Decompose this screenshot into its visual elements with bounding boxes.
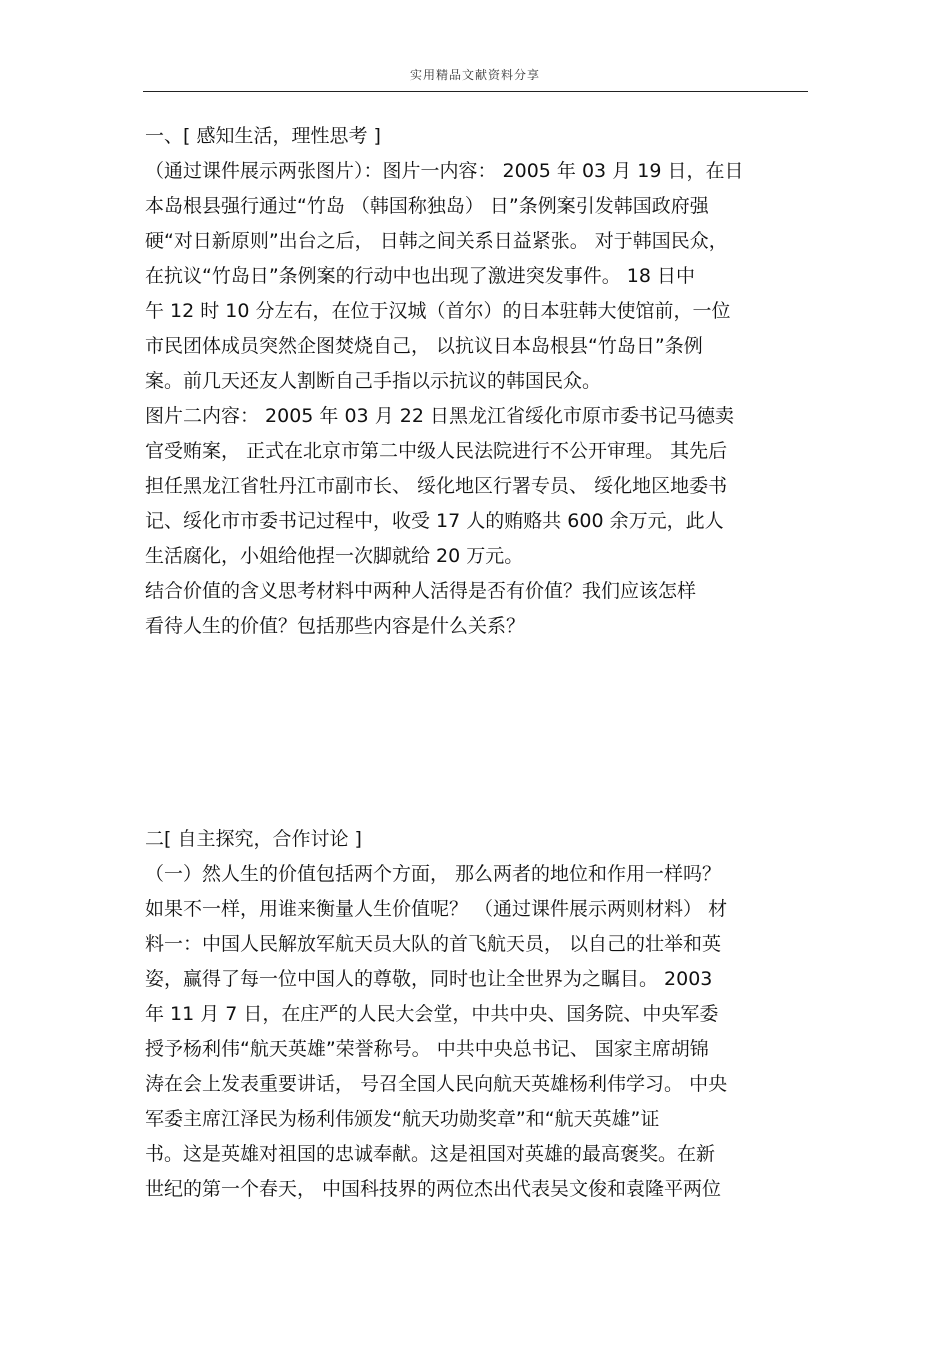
paragraph-line: 书。这是英雄对祖国的忠诚奉献。这是祖国对英雄的最高褒奖。在新 — [145, 1143, 716, 1165]
paragraph-line: （通过课件展示两张图片）：图片一内容： 2005 年 03 月 19 日，在日 — [145, 160, 744, 182]
section-perceive-life — [145, 119, 815, 644]
paragraph-line: 姿，赢得了每一位中国人的尊敬，同时也让全世界为之瞩目。 2003 — [145, 968, 713, 990]
paragraph-line: 午 12 时 10 分左右，在位于汉城（首尔）的日本驻韩大使馆前，一位 — [145, 300, 731, 322]
paragraph-line: 料一：中国人民解放军航天员大队的首飞航天员， 以自己的壮举和英 — [145, 933, 722, 955]
paragraph-line: 图片二内容： 2005 年 03 月 22 日黑龙江省绥化市原市委书记马德卖 — [145, 405, 734, 427]
paragraph-line: 硬“对日新原则”出台之后， 日韩之间关系日益紧张。 对于韩国民众， — [145, 230, 728, 252]
paragraph-line: 记、绥化市市委书记过程中，收受 17 人的贿赂共 600 余万元，此人 — [145, 510, 724, 532]
paragraph-line: 在抗议“竹岛日”条例案的行动中也出现了激进突发事件。 18 日中 — [145, 265, 695, 287]
paragraph-line: （一）然人生的价值包括两个方面， 那么两者的地位和作用一样吗？ — [145, 863, 722, 885]
paragraph-line: 案。前几天还友人割断自己手指以示抗议的韩国民众。 — [145, 370, 602, 392]
question-line: 看待人生的价值？包括那些内容是什么关系？ — [145, 615, 526, 637]
paragraph-line: 如果不一样，用谁来衡量人生价值呢？ （通过课件展示两则材料） 材 — [145, 898, 728, 920]
section-title: 一、[ 感知生活，理性思考 ] — [145, 125, 381, 147]
section-title: 二[ 自主探究，合作讨论 ] — [145, 828, 362, 850]
paragraph-line: 世纪的第一个春天， 中国科技界的两位杰出代表吴文俊和袁隆平两位 — [145, 1178, 722, 1200]
paragraph-line: 本岛根县强行通过“竹岛 （韩国称独岛） 日”条例案引发韩国政府强 — [145, 195, 709, 217]
section-self-inquiry — [145, 822, 815, 1207]
page-header: 实用精品文献资料分享 — [409, 68, 540, 82]
paragraph-line: 授予杨利伟“航天英雄”荣誉称号。 中共中央总书记、 国家主席胡锦 — [145, 1038, 709, 1060]
header-divider — [143, 91, 808, 92]
paragraph-line: 涛在会上发表重要讲话， 号召全国人民向航天英雄杨利伟学习。 中央 — [145, 1073, 728, 1095]
paragraph-line: 市民团体成员突然企图焚烧自己， 以抗议日本岛根县“竹岛日”条例 — [145, 335, 703, 357]
paragraph-line: 担任黑龙江省牡丹江市副市长、 绥化地区行署专员、 绥化地区地委书 — [145, 475, 728, 497]
paragraph-line: 年 11 月 7 日，在庄严的人民大会堂，中共中央、国务院、中央军委 — [145, 1003, 719, 1025]
paragraph-line: 官受贿案， 正式在北京市第二中级人民法院进行不公开审理。 其先后 — [145, 440, 728, 462]
question-line: 结合价值的含义思考材料中两种人活得是否有价值？我们应该怎样 — [145, 580, 697, 602]
paragraph-line: 军委主席江泽民为杨利伟颁发“航天功勋奖章”和“航天英雄”证 — [145, 1108, 660, 1130]
paragraph-line: 生活腐化，小姐给他捏一次脚就给 20 万元。 — [145, 545, 524, 567]
